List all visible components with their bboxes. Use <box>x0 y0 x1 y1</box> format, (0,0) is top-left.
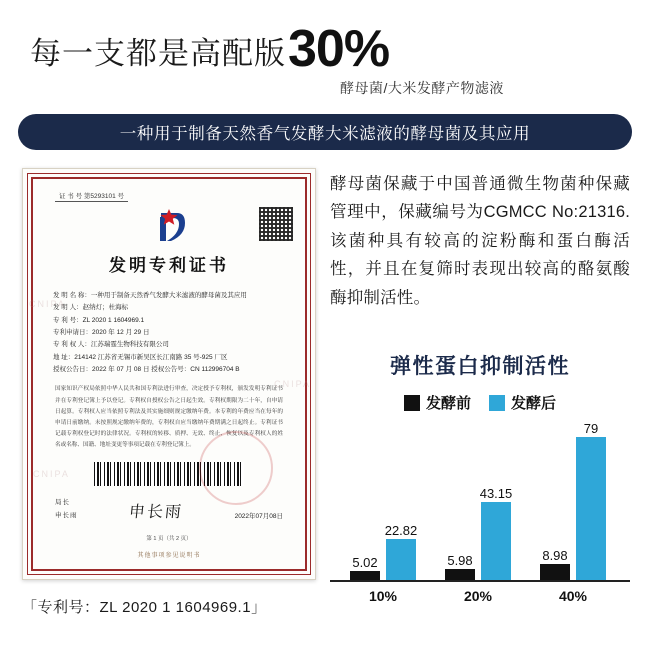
legend-label-before: 发酵前 <box>425 395 471 412</box>
certificate-field-row: 授权公告日：2022 年 07 月 08 日 授权公告号：CN 112996704 B <box>53 366 240 374</box>
certificate-fields <box>39 290 299 376</box>
certificate-date: 2022年07月08日 <box>234 512 283 520</box>
watermark-text: CNIPA <box>29 299 66 309</box>
x-tick-label: 40% <box>558 588 588 604</box>
chart-legend <box>330 392 630 413</box>
headline-subtitle: 酵母菌/大米发酵产物滤液 <box>340 80 504 96</box>
bar-value-label: 8.98 <box>542 548 568 563</box>
office-label: 局长 <box>55 498 70 506</box>
director-label: 申长雨 <box>55 511 78 519</box>
legend-swatch-icon <box>404 395 420 411</box>
legend-item-before <box>404 392 471 413</box>
chart-plot-area <box>330 420 630 580</box>
legend-item-after <box>489 392 556 413</box>
certificate-page-number: 第 1 页（共 2 页） <box>146 535 192 542</box>
patent-title-text: 一种用于制备天然香气发酵大米滤液的酵母菌及其应用 <box>119 125 531 143</box>
bar-after-10 <box>384 523 418 580</box>
certificate-field-row: 发 明 名 称：一种用于制备天然香气发酵大米滤液的酵母菌及其应用 <box>53 292 247 299</box>
legend-swatch-icon <box>489 395 505 411</box>
certificate-field-row: 专利申请日：2020 年 12 月 29 日 <box>53 329 150 337</box>
patent-title-band <box>18 114 632 150</box>
chart-x-axis <box>330 580 630 582</box>
certificate-footer-note: 其他事项参见说明书 <box>137 552 201 559</box>
qr-code-icon <box>259 207 293 241</box>
chart-title: 弹性蛋白抑制活性 <box>390 355 570 378</box>
patent-certificate-image <box>22 168 316 580</box>
certificate-field-row: 专 利 权 人：江苏瑞霆生物科技有限公司 <box>53 341 169 349</box>
official-seal-stamp <box>199 431 273 505</box>
certificate-signature-area <box>39 496 299 522</box>
certificate-field-row: 专 利 号：ZL 2020 1 1604969.1 <box>53 316 145 324</box>
legend-label-after: 发酵后 <box>511 395 557 412</box>
bar-value-label: 5.02 <box>352 555 378 570</box>
certificate-paragraph: 国家知识产权局依照中华人民共和国专利法进行审查，决定授予专利权，颁发发明专利证书并在专利登记簿上予以登记。专利权自授权公告之日起生效。专利权期限为二十年，自申请日起算。专利权人应当依照专利法及其实施细则规定缴纳年费。本专利的年费应当在每年的申请日前缴纳。未按照规定缴纳年费的，专利权自应当缴纳年费期满之日起终止。专利证书记载专利权登记时的法律状况。专利权的转移、质押、无效、终止、恢复以及专利权人的姓名或名称、国籍、地址变更等事项记载在专利登记簿上。 <box>55 386 283 449</box>
certificate-office-labels <box>55 496 78 522</box>
watermark-text: CNIPA <box>274 379 311 389</box>
certificate-field-row: 地 址：214142 江苏省无锡市新吴区长江南路 35 号-925 厂区 <box>53 353 228 361</box>
bar-value-label: 43.15 <box>479 486 513 501</box>
description-paragraph: 酵母菌保藏于中国普通微生物菌种保藏管理中，保藏编号为CGMCC No:21316.该菌种具有较高的淀粉酶和蛋白酶活性，并且在复筛时表现出较高的酪氨酸酶抑制活性。 <box>330 175 630 307</box>
certificate-content <box>39 185 299 563</box>
chart-x-tick-labels <box>330 584 630 608</box>
patent-number-footer: 「专利号：ZL 2020 1 1604969.1」 <box>22 599 267 616</box>
bar-after-20 <box>479 486 513 580</box>
watermark-text: CNIPA <box>33 469 70 479</box>
headline-percent: 30% <box>288 20 390 78</box>
bar-before-40 <box>540 548 570 580</box>
headline-main-text: 每一支都是高配版 <box>30 35 286 71</box>
bar-group-40 <box>528 420 618 580</box>
bar-group-20 <box>433 420 523 580</box>
certificate-field-row: 发 明 人：赵纳灯；杜海标 <box>53 304 129 312</box>
bar-group-10 <box>338 420 428 580</box>
bar-before-10 <box>350 555 380 580</box>
bar-value-label: 79 <box>583 421 599 436</box>
bar-value-label: 22.82 <box>384 523 418 538</box>
bar-value-label: 5.98 <box>447 553 473 568</box>
headline <box>30 20 630 78</box>
x-tick-label: 20% <box>463 588 493 604</box>
certificate-serial: 证 书 号 第5293101 号 <box>55 191 128 202</box>
certificate-title: 发明专利证书 <box>109 256 229 275</box>
x-tick-label: 10% <box>368 588 398 604</box>
bar-before-20 <box>445 553 475 580</box>
bar-after-40 <box>576 421 606 580</box>
director-signature: 申长雨 <box>127 503 184 521</box>
elastin-inhibition-bar-chart <box>330 420 630 610</box>
